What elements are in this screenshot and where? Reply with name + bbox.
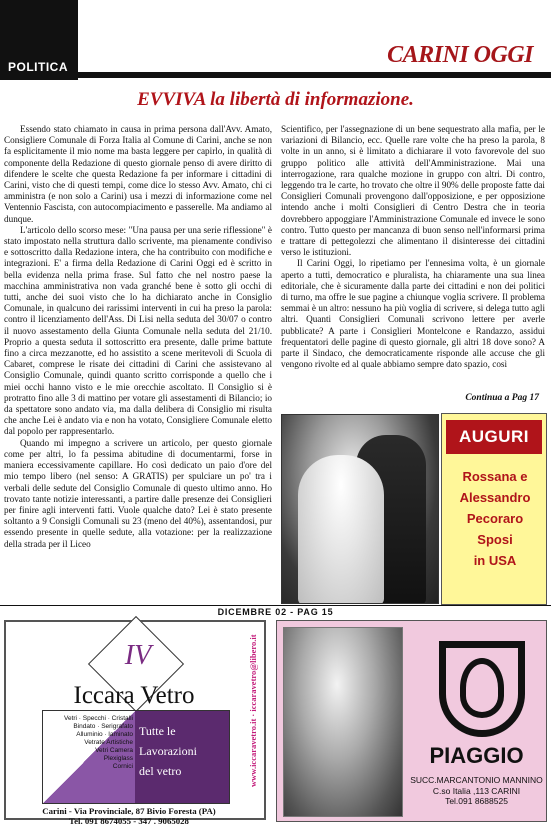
auguri-line: in USA (473, 553, 517, 568)
dealer-line: Tel.091 8688525 (445, 796, 508, 806)
ad-tagline (139, 721, 197, 781)
article-column-2 (281, 124, 545, 370)
auguri-line: Alessandro (459, 490, 531, 505)
article-headline: EVVIVA la libertà di informazione. (137, 89, 414, 110)
service-item: Vetri Camera (95, 747, 133, 754)
auguri-line: Rossana e (462, 469, 528, 484)
section-tab (0, 0, 78, 80)
page-footer: DICEMBRE 02 - PAG 15 (0, 605, 551, 617)
article-paragraph: L'articolo dello scorso mese: "Una pausa per una serie riflessione" è stato impostato nella struttura dallo scrivente, ma pienamente condiviso e sottoscritto dalla Redazione intera, che ha contribuito con modifiche e integrazioni. E' a firma della Redazione di Carini Oggi ed è scritto in bella evidenza nella prima frase. Sul fatto che nel nostro paese la macchina amministrativa non vada granché bene è sotto gli occhi di tutti, anche dei suoi visto che lo ha dichiarato anche in Consiglio Comunale, in qualcuno dei rarissimi interventi in cui ha preso la parola: contro il licenziamento dell'Ass. Di Lisi nella seduta del 30/07 o contro il nuovo assestamento della Giunta Comunale nella seduta del 21/10. Proprio a questa seduta il sottoscritto era presente, dalle prime battute fino a circa mezzanotte, ed ho assistito a scene meritevoli di Scuola di Cabaret, comprese le risate dei cittadini di Carini che assistevano al Consiglio Comunale, quindi quanto scritto corrisponde a quello che i miei occhi hanno visto e le mie orecchie ascoltato. Il Consiglio si è protratto fino alle 3 di mattino per votare gli assestamenti di Bilancio; io da spettatore sono andato via, ma dalla delibera di Consiglio mi risulta che anche Lei è andato via e non ha votato, Consigliere Comunale eletto dal popolo per rappresentarlo. (4, 224, 272, 437)
piaggio-ad (276, 620, 547, 822)
tagline-line: Lavorazioni (139, 744, 197, 758)
service-item: Plexiglass (103, 755, 133, 762)
article-column-1 (4, 124, 272, 550)
logo-letters: IV (124, 640, 152, 671)
piaggio-shield-icon (439, 641, 525, 737)
ad-band-right (135, 711, 229, 803)
auguri-line: Pecoraro (466, 511, 524, 526)
header-rule (78, 72, 551, 78)
continued-note: Continua a Pag 17 (465, 393, 539, 403)
dealer-line: SUCC.MARCANTONIO MANNINO (410, 775, 543, 785)
dealer-line: C.so Italia ,113 CARINI (432, 785, 521, 796)
ad-photo (283, 627, 403, 817)
masthead-brand: CARINI OGGI (387, 42, 533, 68)
article-paragraph: Quando mi impegno a scrivere un articolo, per questo giornale come per altri, lo fa pessima abitudine di documentarmi, forse in maniera eccessivamente capillare. Ho così dedicato un paio d'ore del mio tempo libero (nel senso: A GRATIS) per spulciare un po' tra i verbali delle sedute del Consiglio Comunale di questo ultimo anno. Ho trovato tante notizie interessanti, a partire dalle presenze dei Consiglieri per finire agli interventi fatti. Vuole qualche dato? Lei è stato presente soltanto a 9 Consigli Comunali su 23 (meno del 40%), assentandosi, pur essendo presente in quelle sedute, alla votazione: per la realizzazione della strada per il Liceo (4, 437, 272, 549)
auguri-line: Sposi (477, 532, 513, 547)
dealer-info (405, 775, 548, 807)
tagline-line: del vetro (139, 764, 182, 778)
service-item: Bindato · Serigrafato (73, 723, 133, 730)
ad-phone-line: Tel. 091 8674055 - 347 . 9065028 (69, 816, 189, 826)
auguri-box (441, 413, 547, 605)
article-paragraph: Essendo stato chiamato in causa in prima persona dall'Avv. Amato, Consigliere Comunale di Forza Italia al Comune di Carini, anche se non fa esplicitamente il mio nome ma basta leggere per capirlo, in qualità di componente della Redazione di questo giornale penso di avere diritto di difendere le scelte che questa Redazione fa per informare i cittadini di Carini, visto che di questi tempi, come dice lo stesso Avv. Amato, chi ci amministra (e non solo a Carini) usa i mezzi di informazione come nel Ventennio Fascista, con autocompiacimento e passerelle. Ma andiamo al dunque. (4, 124, 272, 224)
ad-brand-name: PIAGGIO (429, 743, 524, 768)
service-item: Cornici (112, 763, 133, 770)
ad-vertical-contact: www.iccaravetro.it · iccaravetro@libero.it (248, 634, 258, 788)
service-item: Vetri · Specchi · Cristalli (64, 715, 133, 722)
ad-address (6, 806, 252, 826)
article-paragraph: Scientifico, per l'assegnazione di un bene sequestrato alla mafia, per le variazioni di Bilancio, ecc. Quelle rare volte che ha preso la parola, 8 volte in un anno, si è limitato a dichiarare il voto favorevole del suo gruppo politico alle attività dell'Amministrazione. Mai una interrogazione, rara qualche mozione in gruppo con altri. Di contro, leggendo tra le carte, ho trovato che oltre il 90% delle proposte fatte dai Consiglieri Comunali provengono dall'opposizione, e per opposizione intendo anche i molti Consiglieri di Centro Destra che in teoria dovrebbero appoggiare l'Amministrazione Comunale ed invece le sono contro. Tutto questo per mancanza di buon senso nell'informarsi prima e trattare di pettegolezzi che alimentano il disinteresse dei cittadini verso le istituzioni. (281, 124, 545, 258)
section-label: POLITICA (8, 60, 68, 74)
ad-services (47, 715, 133, 771)
ad-band (42, 710, 230, 804)
wedding-photo (281, 414, 439, 604)
tagline-line: Tutte le (139, 724, 176, 738)
ad-band-left (43, 711, 135, 803)
service-item: Vetrate Artistiche (84, 739, 133, 746)
bride-figure (298, 455, 384, 604)
shield-inner-icon (460, 658, 504, 718)
service-item: Alluminio · laminato (76, 731, 133, 738)
article-paragraph: Il Carini Oggi, lo ripetiamo per l'ennesima volta, è un giornale aperto a tutti, democratico e pluralista, ha chiaramente una sua linea editoriale, che è sicuramente dalla parte dei cittadini e non dei politici di turno, ma offre le sue pagine a chiunque voglia scrivere. Il problema semmai è un altro: nessuno ha più voglia di scrivere, si delega tutto agli altri. Quanti Consiglieri Comunali scrivono lettere per averle pubblicate? A parte i Consiglieri Montelcone e Randazzo, assidui frequentatori delle pagine di questo giornale, gli altri 18 dove sono? A parte il Sindaco, che democraticamente risponde alle accuse che gli vengono rivolte ed al quale abbiamo sempre dato spazio, così (281, 258, 545, 370)
auguri-names (442, 466, 548, 571)
iccara-vetro-ad (4, 620, 266, 826)
auguri-title: AUGURI (446, 420, 542, 454)
ad-address-line: Carini - Via Provinciale, 87 Bivio Foresta (PA) (42, 806, 216, 816)
ad-company-name: Iccara Vetro (73, 682, 195, 709)
